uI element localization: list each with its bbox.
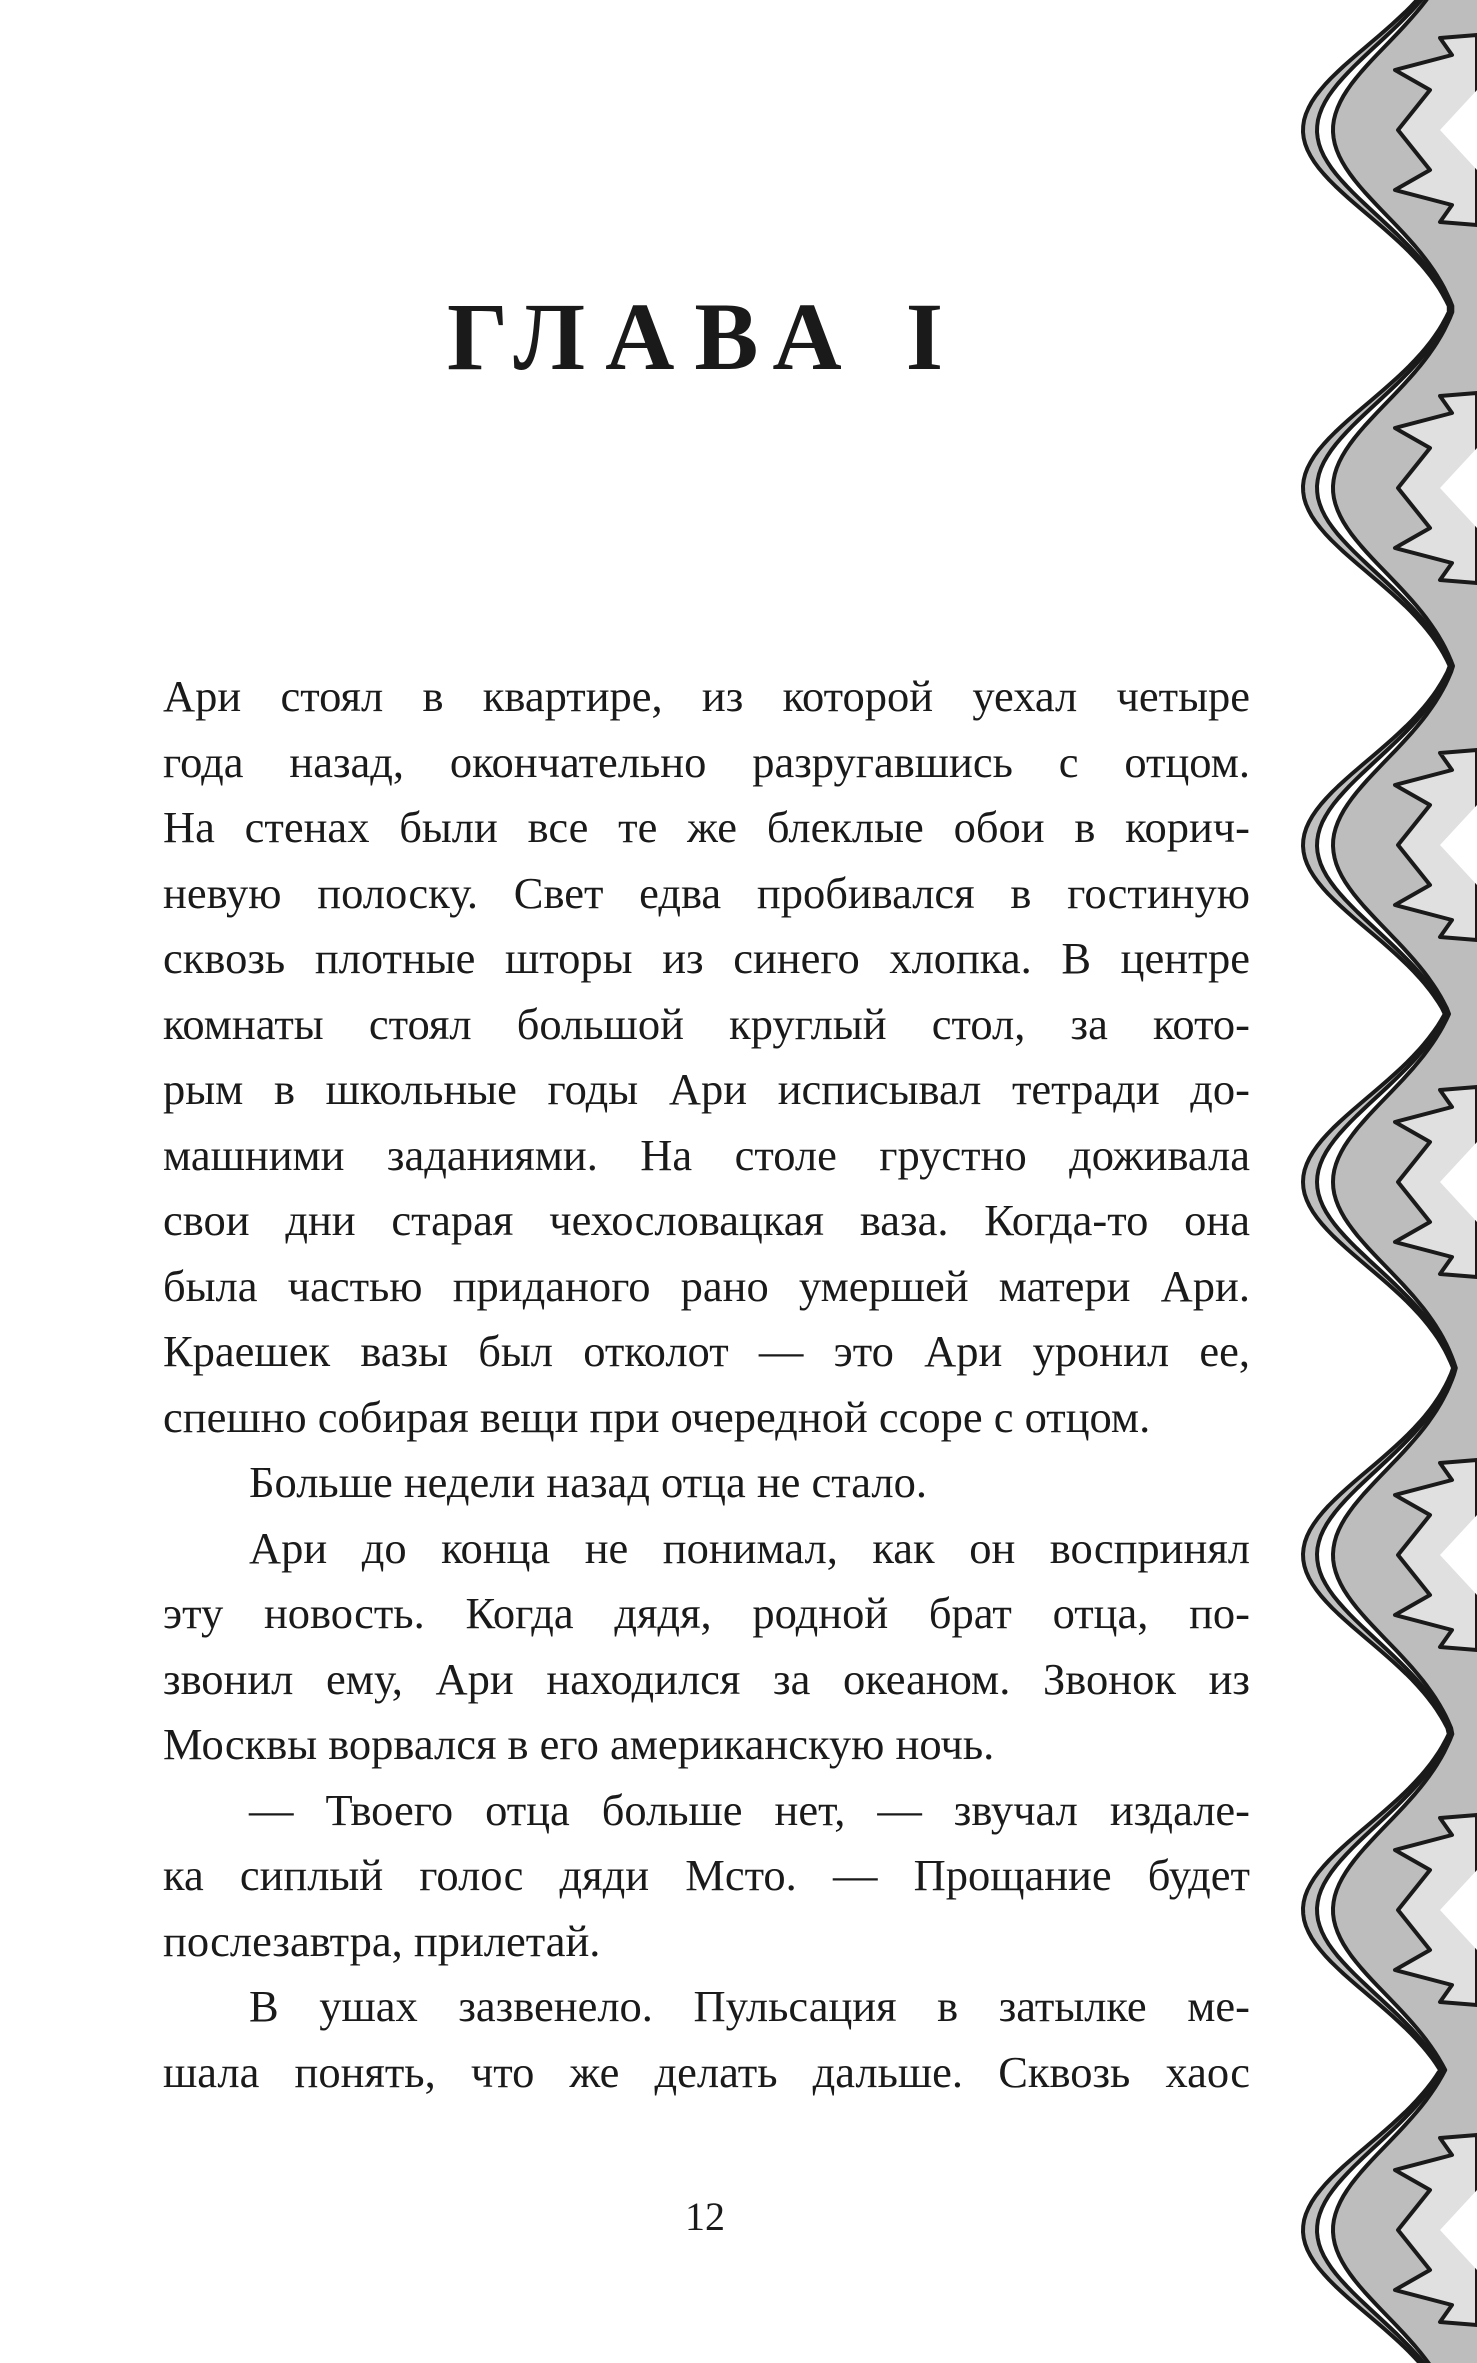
text-line: рым в школьные годы Ари исписывал тетради до-: [163, 1064, 1250, 1114]
text-line: года назад, окончательно разругавшись с отцом.: [163, 736, 1250, 787]
page-number: 12: [685, 2194, 725, 2239]
text-line: была частью приданого рано умершей матери Ари.: [163, 1260, 1250, 1311]
chapter-body-text: [163, 664, 1250, 2105]
text-line: эту новость. Когда дядя, родной брат отца, по-: [163, 1588, 1250, 1638]
text-line: машними заданиями. На столе грустно доживала: [163, 1129, 1250, 1180]
text-line: невую полоску. Свет едва пробивался в гостиную: [163, 867, 1250, 918]
text-line: шала понять, что же делать дальше. Сквозь хаос: [163, 2046, 1250, 2097]
text-line: комнаты стоял большой круглый стол, за кото-: [163, 998, 1250, 1049]
text-line: звонил ему, Ари находился за океаном. Звонок из: [163, 1653, 1250, 1704]
text-line: — Твоего отца больше нет, — звучал издале-: [249, 1784, 1250, 1835]
text-line: Ари стоял в квартире, из которой уехал четыре: [163, 671, 1250, 721]
text-line: послезавтра, прилетай.: [163, 1915, 601, 1966]
text-line: ка сиплый голос дяди Мсто. — Прощание будет: [163, 1850, 1250, 1900]
chapter-title: ГЛАВА I: [446, 283, 964, 391]
wavy-star-border-icon: [1280, 0, 1477, 2363]
text-line: Москвы ворвался в его американскую ночь.: [163, 1719, 995, 1769]
text-line: На стенах были все те же блеклые обои в корич-: [163, 802, 1250, 852]
text-line: В ушах зазвенело. Пульсация в затылке ме-: [249, 1981, 1250, 2031]
text-line: Ари до конца не понимал, как он воспринял: [249, 1522, 1250, 1573]
text-line: спешно собирая вещи при очередной ссоре с отцом.: [163, 1391, 1151, 1442]
text-line: сквозь плотные шторы из синего хлопка. В центре: [163, 933, 1250, 983]
text-line: Больше недели назад отца не стало.: [249, 1457, 927, 1507]
text-line: свои дни старая чехословацкая ваза. Когда-то она: [163, 1195, 1250, 1245]
text-line: Краешек вазы был отколот — это Ари уронил ее,: [163, 1326, 1250, 1376]
